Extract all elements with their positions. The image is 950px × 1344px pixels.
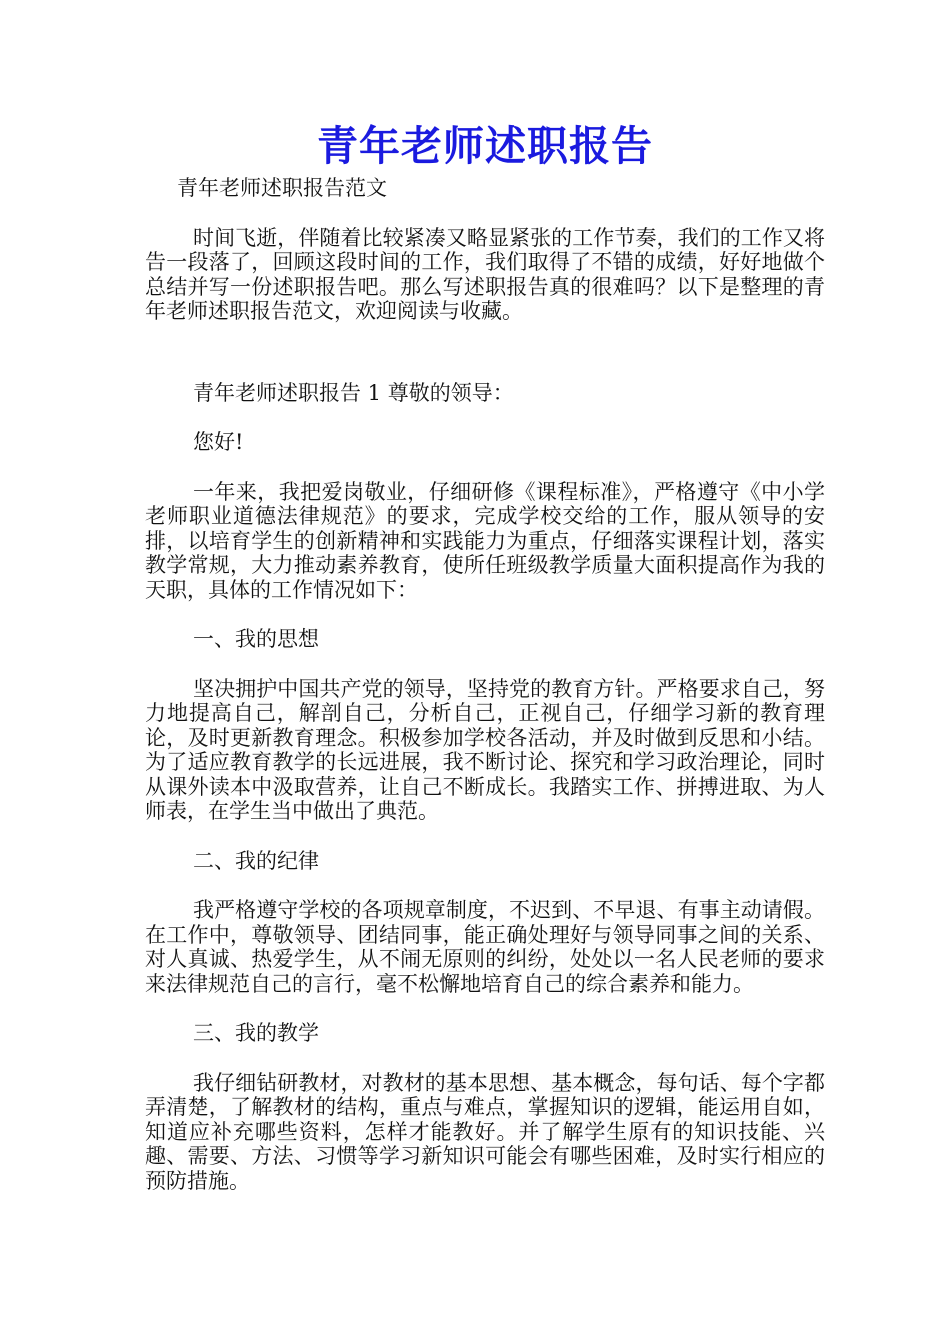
spacer [145, 652, 825, 677]
spacer [145, 324, 825, 381]
document-page [145, 118, 825, 1193]
report-heading: 青年老师述职报告 1 尊敬的领导： [193, 380, 514, 405]
spacer [145, 455, 825, 480]
spacer [145, 602, 825, 627]
document-subtitle: 青年老师述职报告范文 [177, 176, 387, 200]
section-body: 我严格遵守学校的各项规章制度，不迟到、不早退、有事主动请假。在工作中，尊敬领导、团结同事，能正确处理好与领导同事之间的关系、对人真诚、热爱学生，从不闹无原则的纠纷，处处以一名人民老师的要求来法律规范自己的言行，毫不松懈地培育自己的综合素养和能力。 [145, 898, 825, 996]
spacer [145, 873, 825, 898]
spacer [145, 1046, 825, 1071]
spacer [145, 201, 825, 226]
opening-paragraph: 一年来，我把爱岗敬业，仔细研修《课程标准》，严格遵守《中小学老师职业道德法律规范》的要求，完成学校交给的工作，服从领导的安排，以培育学生的创新精神和实践能力为重点，仔细落实课程计划，落实教学常规，大力推动素养教育，使所任班级教学质量大面积提高作为我的天职，具体的工作情况如下： [145, 479, 825, 602]
spacer [145, 405, 825, 430]
intro-paragraph: 时间飞逝，伴随着比较紧凑又略显紧张的工作节奏，我们的工作又将告一段落了，回顾这段时间的工作，我们取得了不错的成绩，好好地做个总结并写一份述职报告吧。那么写述职报告真的很难吗？以下是整理的青年老师述职报告范文，欢迎阅读与收藏。 [145, 225, 825, 323]
spacer [145, 824, 825, 849]
section-heading: 一、我的思想 [193, 627, 319, 651]
spacer [145, 996, 825, 1021]
section-heading: 三、我的教学 [193, 1021, 319, 1045]
section-heading: 二、我的纪律 [193, 848, 319, 873]
greeting: 您好! [193, 430, 244, 454]
section-body: 我仔细钻研教材，对教材的基本思想、基本概念，每句话、每个字都弄清楚，了解教材的结构，重点与难点，掌握知识的逻辑，能运用自如，知道应补充哪些资料，怎样才能教好。并了解学生原有的知识技能、兴趣、需要、方法、习惯等学习新知识可能会有哪些困难，及时实行相应的预防措施。 [145, 1070, 825, 1193]
document-title: 青年老师述职报告 [317, 122, 653, 170]
section-body: 坚决拥护中国共产党的领导，坚持党的教育方针。严格要求自己，努力地提高自己，解剖自己，分析自己，正视自己，仔细学习新的教育理论，及时更新教育理念。积极参加学校各活动，并及时做到反思和小结。为了适应教育教学的长远进展，我不断讨论、探究和学习政治理论，同时从课外读本中汲取营养，让自己不断成长。我踏实工作、拼搏进取、为人师表，在学生当中做出了典范。 [145, 676, 825, 823]
